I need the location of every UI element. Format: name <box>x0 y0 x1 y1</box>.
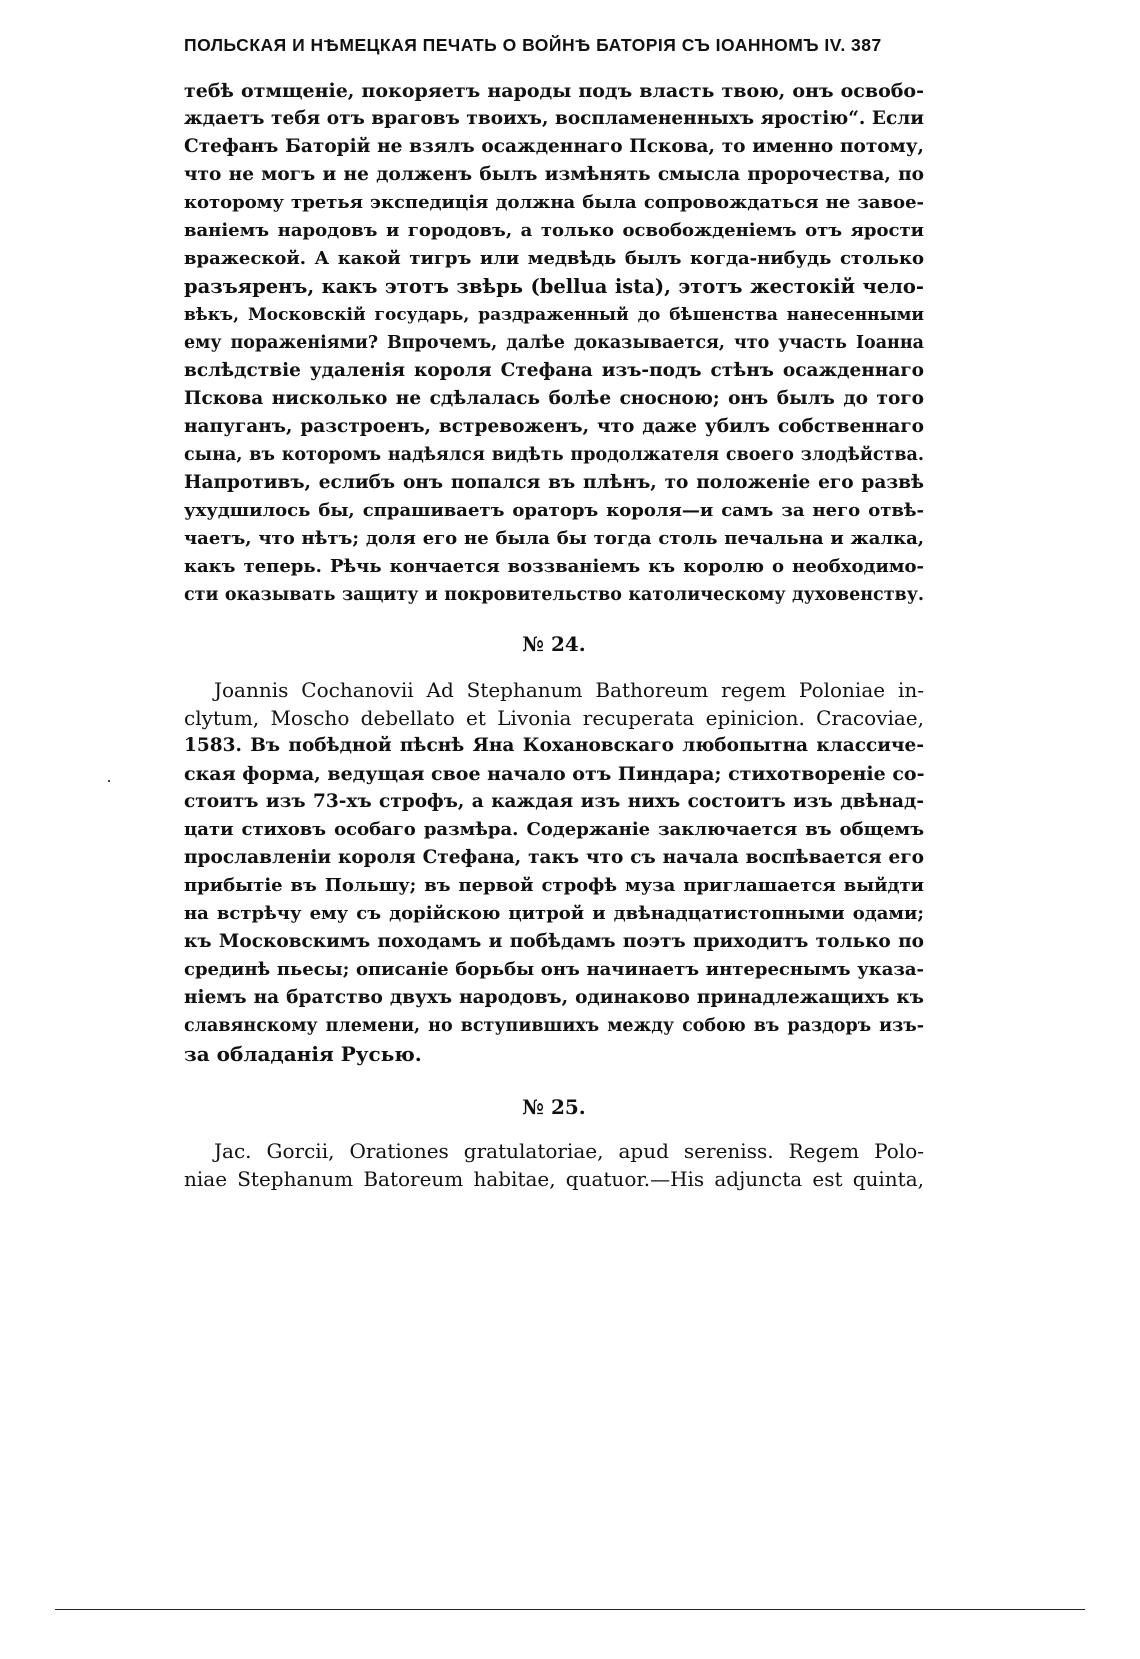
text-line: на встрѣчу ему съ дорійскою цитрой и двѣнадцатистопными одами; <box>184 903 924 924</box>
text-line: вѣкъ, Московскій государь, раздраженный до бѣшенства нанесенными <box>184 305 924 325</box>
text-line: напуганъ, разстроенъ, встревоженъ, что даже убилъ собственнаго <box>184 416 924 437</box>
text-line: тебѣ отмщеніе, покоряетъ народы подъ власть твою, онъ освобо- <box>184 80 924 102</box>
text-line: Jac. Gorcii, Orationes gratulatoriae, apud sereniss. Regem Polo- <box>214 1139 924 1163</box>
text-line: прославленіи короля Стефана, такъ что съ начала воспѣвается его <box>184 847 924 868</box>
text-line: срединѣ пьесы; описаніе борьбы онъ начинаетъ интереснымъ указа- <box>184 959 924 980</box>
text-line: ждаетъ тебя отъ враговъ твоихъ, воспламененныхъ яростію“. Если <box>184 108 924 129</box>
text-line: чаетъ, что нѣтъ; доля его не была бы тогда столь печальна и жалка, <box>184 528 924 549</box>
text-line: сти оказывать защиту и покровительство католическому духовенству. <box>184 585 924 605</box>
text-line: ская форма, ведущая свое начало отъ Пиндара; стихотвореніе со- <box>184 763 925 785</box>
text-line: къ Московскимъ походамъ и побѣдамъ поэтъ приходитъ только по <box>184 931 924 952</box>
text-line: Joannis Cochanovii Ad Stephanum Bathoreum regem Poloniae in- <box>214 678 924 702</box>
text-line: ваніемъ народовъ и городовъ, а только освобожденіемъ отъ ярости <box>184 220 924 241</box>
text-line: сына, въ которомъ надѣялся видѣть продолжателя своего злодѣйства. <box>184 445 924 465</box>
text-line: ему пораженіями? Впрочемъ, далѣе доказывается, что участь Іоанна <box>184 333 924 353</box>
text-line: что не могъ и не долженъ былъ измѣнять смысла пророчества, по <box>184 164 924 185</box>
text-line: прибытіе въ Польшу; въ первой строфѣ муза приглашается выйдти <box>184 875 924 896</box>
text-line: clytum, Moscho debellato et Livonia recuperata epinicion. Cracoviae, <box>184 706 924 730</box>
text-line: какъ теперь. Рѣчь кончается воззваніемъ къ королю о необходимо- <box>184 556 924 577</box>
text-line: славянскому племени, но вступившихъ между собою въ раздоръ изъ- <box>184 1016 924 1036</box>
text-line: Стефанъ Баторій не взялъ осажденнаго Пскова, то именно потому, <box>184 136 924 157</box>
running-header: ПОЛЬСКАЯ И НѢМЕЦКАЯ ПЕЧАТЬ О ВОЙНѢ БАТОРІЯ СЪ ІОАННОМЪ IV. 387 <box>184 35 882 55</box>
text-line: стоитъ изъ 73-хъ строфъ, а каждая изъ нихъ состоитъ изъ двѣнад- <box>184 791 924 812</box>
text-line: которому третья экспедиція должна была сопровождаться не завое- <box>184 192 924 213</box>
entry-heading-25: № 25. <box>522 1095 586 1119</box>
text-line: цати стиховъ особаго размѣра. Содержаніе заключается въ общемъ <box>184 819 924 840</box>
text-line: Напротивъ, еслибъ онъ попался въ плѣнъ, то положеніе его развѣ <box>184 472 924 493</box>
text-line: Пскова нисколько не сдѣлалась болѣе сносною; онъ былъ до того <box>184 388 924 409</box>
text-line: 1583. Въ побѣдной пѣснѣ Яна Кохановскаго любопытна классиче- <box>184 735 924 756</box>
text-line: вражеской. А какой тигръ или медвѣдь былъ когда-нибудь столько <box>184 248 924 269</box>
footer-rule <box>55 1609 1085 1610</box>
text-line: ніемъ на братство двухъ народовъ, одинаково принадлежащихъ къ <box>184 987 924 1008</box>
text-line: niae Stephanum Batoreum habitae, quatuor.—His adjuncta est quinta, <box>184 1167 924 1191</box>
entry-heading-24: № 24. <box>522 632 586 656</box>
text-line: разъяренъ, какъ этотъ звѣрь (bellua ista), этотъ жестокій чело- <box>184 275 924 298</box>
scan-speck <box>108 780 110 782</box>
text-line: ухудшилось бы, спрашиваетъ ораторъ короля—и самъ за него отвѣ- <box>184 500 924 521</box>
text-line: за обладанія Русью. <box>184 1042 422 1066</box>
text-line: вслѣдствіе удаленія короля Стефана изъ-подъ стѣнъ осажденнаго <box>184 360 924 381</box>
